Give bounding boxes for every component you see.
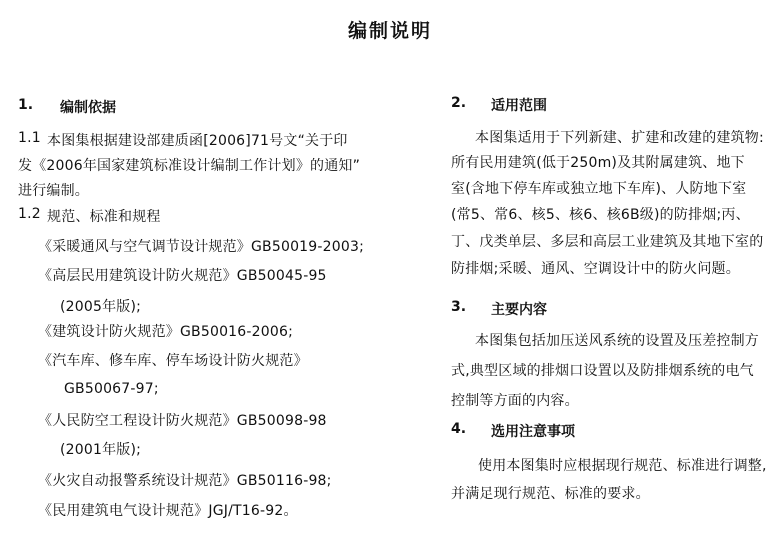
subsection-1-2-heading: 规范、标准和规程 [47,209,161,225]
subsection-1-1-line: 进行编制。 [18,183,89,199]
standard-item: GB50067-97; [64,381,159,397]
standard-item: 《建筑设计防火规范》GB50016-2006; [38,324,293,340]
section-3-heading: 主要内容 [491,302,547,318]
section-2-line: 本图集适用于下列新建、扩建和改建的建筑物: [475,130,764,146]
section-2-line: 丁、戊类单层、多层和高层工业建筑及其地下室的 [451,234,764,250]
standard-item: (2005年版); [60,299,142,315]
standard-item: 《火灾自动报警系统设计规范》GB50116-98; [38,473,332,489]
page-title: 编制说明 [347,20,432,42]
section-4-line: 并满足现行规范、标准的要求。 [451,486,650,502]
section-2-line: 室(含地下停车库或独立地下车库)、人防地下室 [451,181,747,197]
section-1-heading: 编制依据 [60,100,116,116]
standard-item: 《人民防空工程设计防火规范》GB50098-98 [38,413,327,429]
section-4-number: 4. [451,421,467,437]
section-3-line: 控制等方面的内容。 [451,393,579,409]
section-2-line: 防排烟;采暖、通风、空调设计中的防火问题。 [451,261,740,277]
section-3-number: 3. [451,299,467,315]
section-4-line: 使用本图集时应根据现行规范、标准进行调整, [478,458,767,474]
standard-item: 《民用建筑电气设计规范》JGJ/T16-92。 [38,503,298,519]
section-2-line: (常5、常6、核5、核6、核6B级)的防排烟;丙、 [451,207,750,223]
section-2-number: 2. [451,95,467,111]
section-1-number: 1. [18,97,34,113]
standard-item: 《高层民用建筑设计防火规范》GB50045-95 [38,268,327,284]
standard-item: 《汽车库、修车库、停车场设计防火规范》 [38,353,308,369]
subsection-1-1-number: 1.1 [18,130,41,146]
subsection-1-1-line: 发《2006年国家建筑标准设计编制工作计划》的通知” [18,158,361,174]
section-3-line: 本图集包括加压送风系统的设置及压差控制方 [475,333,759,349]
section-4-heading: 选用注意事项 [491,424,575,440]
standard-item: 《采暖通风与空气调节设计规范》GB50019-2003; [38,239,364,255]
section-3-line: 式,典型区域的排烟口设置以及防排烟系统的电气 [451,363,754,379]
standard-item: (2001年版); [60,442,142,458]
subsection-1-2-number: 1.2 [18,206,41,222]
section-2-heading: 适用范围 [491,98,547,114]
subsection-1-1-line: 本图集根据建设部建质函[2006]71号文“关于印 [47,133,348,149]
section-2-line: 所有民用建筑(低于250m)及其附属建筑、地下 [451,155,745,171]
